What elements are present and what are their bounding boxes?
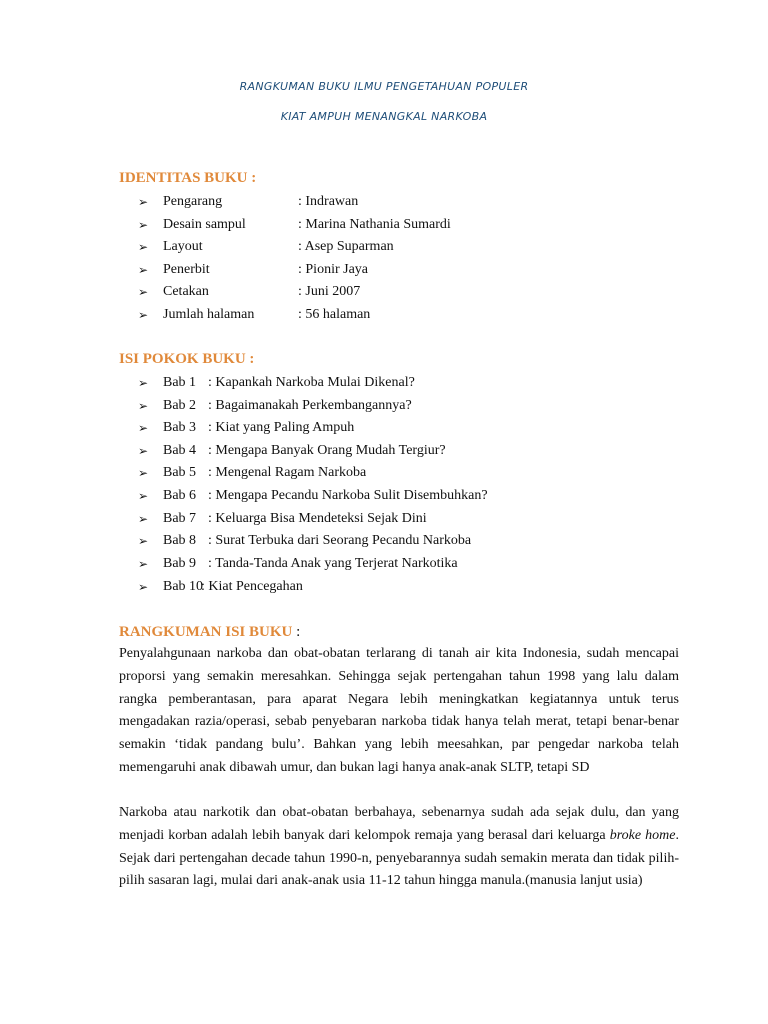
arrow-bullet-icon: ➢ (138, 376, 149, 390)
document-title: RANGKUMAN BUKU ILMU PENGETAHUAN POPULER (239, 80, 529, 93)
arrow-bullet-icon: ➢ (138, 263, 149, 277)
chapter-title: : Mengapa Banyak Orang Mudah Tergiur? (208, 443, 446, 458)
arrow-bullet-icon: ➢ (138, 399, 149, 413)
arrow-bullet-icon: ➢ (138, 489, 149, 503)
identitas-value: : Indrawan (298, 194, 359, 209)
arrow-bullet-icon: ➢ (138, 534, 149, 548)
chapter-number: Bab 3 (163, 420, 197, 435)
chapter-title: : Bagaimanakah Perkembangannya? (208, 398, 412, 413)
arrow-bullet-icon: ➢ (138, 195, 149, 209)
chapter-number: Bab 7 (163, 511, 197, 526)
chapter-title: : Kiat Pencegahan (201, 579, 303, 594)
identitas-heading: IDENTITAS BUKU : (119, 170, 257, 186)
chapter-number: Bab 8 (163, 533, 197, 548)
chapter-number: Bab 5 (163, 465, 197, 480)
paragraph-text: . Sejak dari pertengahan decade tahun 1990-n, penyebarannya sudah semakin merata dan tidak pilih-pilih sasaran lagi, mulai dari anak-anak usia 11-12 tahun hingga manula.(manusia lanjut usia) (119, 827, 679, 889)
rangkuman-heading-colon: : (292, 624, 301, 640)
chapter-number: Bab 2 (163, 398, 197, 413)
chapter-number: Bab 1 (163, 375, 197, 390)
chapter-title: : Kapankah Narkoba Mulai Dikenal? (208, 375, 415, 390)
chapter-title: : Surat Terbuka dari Seorang Pecandu Narkoba (208, 533, 472, 548)
identitas-label: Penerbit (163, 262, 210, 277)
identitas-label: Layout (163, 239, 203, 254)
paragraph-text: Narkoba atau narkotik dan obat-obatan berbahaya, sebenarnya sudah ada sejak dulu, dan yang menjadi korban adalah lebih banyak dari kelompok remaja yang berasal dari keluarga (119, 805, 679, 843)
chapter-title: : Kiat yang Paling Ampuh (208, 420, 355, 435)
arrow-bullet-icon: ➢ (138, 240, 149, 254)
book-title: KIAT AMPUH MENANGKAL NARKOBA (280, 110, 488, 123)
summary-paragraph (119, 802, 679, 893)
summary-paragraph: Penyalahgunaan narkoba dan obat-obatan terlarang di tanah air kita Indonesia, sudah mencapai proporsi yang semakin meresahkan. Sehingga sejak pertengahan tahun 1998 yang lalu dalam rangka pemberantasan, para aparat Negara lebih meningkatkan kegiatannya untuk terus mengadakan razia/operasi, sebab penyebaran narkoba tidak hanya telah merat, tetapi benar-benar semakin ‘tidak pandang bulu’. Bahkan yang lebih meesahkan, par pengedar narkoba telah memengaruhi anak dibawah umur, dan bukan lagi hanya anak-anak SLTP, tetapi SD (119, 646, 679, 775)
chapter-title: : Mengenal Ragam Narkoba (208, 465, 367, 480)
arrow-bullet-icon: ➢ (138, 580, 149, 594)
arrow-bullet-icon: ➢ (138, 285, 149, 299)
identitas-label: Cetakan (163, 284, 209, 299)
arrow-bullet-icon: ➢ (138, 466, 149, 480)
identitas-value: : Marina Nathania Sumardi (298, 217, 451, 232)
identitas-label: Pengarang (163, 194, 223, 209)
arrow-bullet-icon: ➢ (138, 308, 149, 322)
identitas-value: : Juni 2007 (298, 284, 361, 299)
rangkuman-heading-text: RANGKUMAN ISI BUKU (119, 624, 293, 640)
identitas-label: Jumlah halaman (163, 307, 255, 322)
identitas-value: : Asep Suparman (298, 239, 394, 254)
chapter-title: : Mengapa Pecandu Narkoba Sulit Disembuhkan? (208, 488, 488, 503)
arrow-bullet-icon: ➢ (138, 444, 149, 458)
chapter-number: Bab 10 (163, 579, 204, 594)
chapter-number: Bab 9 (163, 556, 197, 571)
isi-pokok-heading: ISI POKOK BUKU : (119, 351, 255, 367)
arrow-bullet-icon: ➢ (138, 512, 149, 526)
paragraph-emphasis: broke home (609, 827, 676, 843)
identitas-value: : Pionir Jaya (298, 262, 368, 277)
arrow-bullet-icon: ➢ (138, 557, 149, 571)
chapter-title: : Keluarga Bisa Mendeteksi Sejak Dini (208, 511, 427, 526)
rangkuman-heading (119, 624, 300, 641)
arrow-bullet-icon: ➢ (138, 421, 149, 435)
chapter-title: : Tanda-Tanda Anak yang Terjerat Narkotika (208, 556, 458, 571)
arrow-bullet-icon: ➢ (138, 218, 149, 232)
identitas-label: Desain sampul (163, 217, 246, 232)
chapter-number: Bab 4 (163, 443, 197, 458)
chapter-number: Bab 6 (163, 488, 197, 503)
identitas-value: : 56 halaman (298, 307, 371, 322)
